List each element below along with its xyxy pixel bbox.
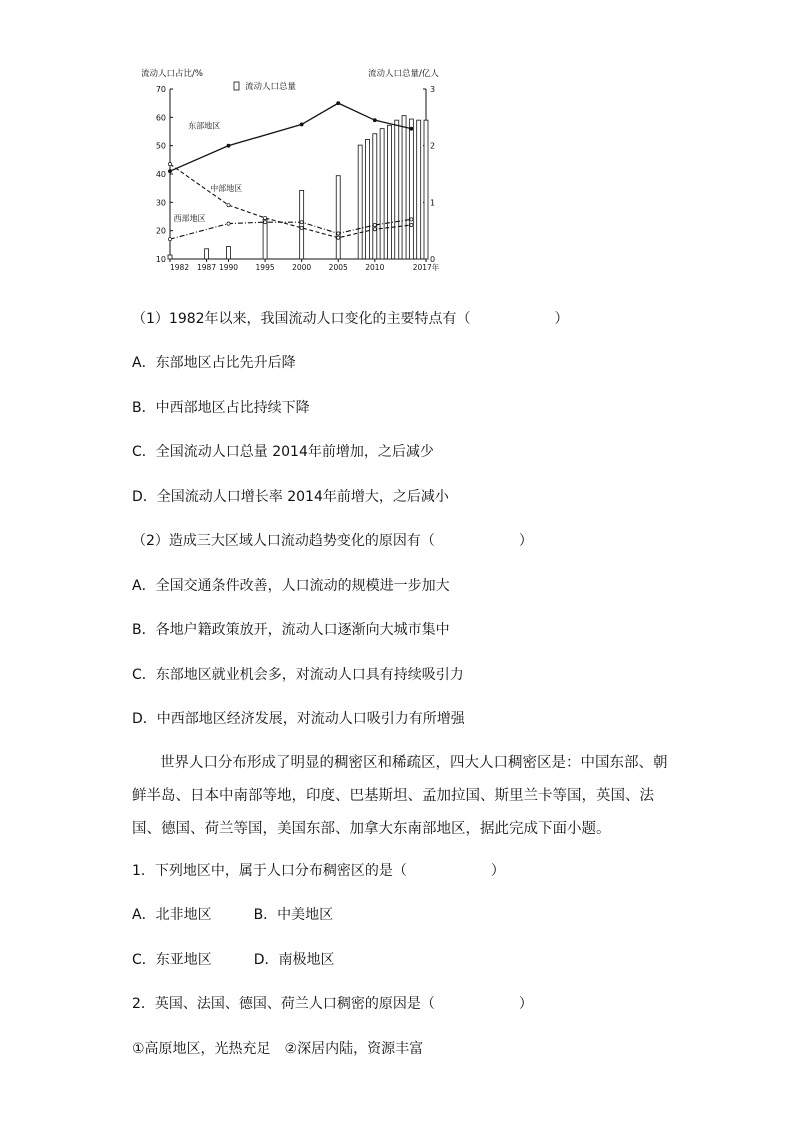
bar (380, 129, 384, 259)
bar (402, 116, 406, 259)
series-point (337, 232, 340, 235)
series-label: 东部地区 (188, 121, 221, 131)
q2-option-b: B．各地户籍政策放开，流动人口逐渐向大城市集中 (132, 622, 450, 638)
series-point (227, 204, 230, 207)
right-tick-label: 3 (430, 85, 436, 94)
n2-stem: 2．英国、法国、德国、荷兰人口稠密的原因是（ ） (132, 996, 533, 1012)
series-point (263, 216, 266, 219)
series-label: 西部地区 (173, 213, 206, 223)
x-tick-label: 2005 (328, 263, 348, 272)
bar (424, 120, 428, 259)
series-label: 中部地区 (210, 184, 243, 193)
left-tick-label: 50 (155, 141, 166, 151)
q2-stem: （2）造成三大区域人口流动趋势变化的原因有（ ） (132, 533, 533, 549)
x-tick-label: 2000 (292, 263, 312, 272)
q1-option-c: C．全国流动人口总量 2014年前增加，之后减少 (132, 444, 434, 460)
bar (395, 120, 399, 259)
x-tick-label: 1982 (170, 263, 190, 272)
left-tick-label: 40 (155, 170, 166, 179)
series-point (300, 221, 303, 224)
legend-swatch (234, 82, 239, 90)
series-point (168, 170, 171, 173)
passage: 世界人口分布形成了明显的稠密区和稀疏区，四大人口稠密区是：中国东部、朝鲜半岛、日本中南部等地，印度、巴基斯坦、孟加拉国、斯里兰卡等国，英国、法国、德国、荷兰等国，美国东部、加拿大东南部地区，据此完成下面小题。 (132, 755, 668, 837)
q2-option-c: C．东部地区就业机会多，对流动人口具有持续吸引力 (132, 667, 464, 683)
x-tick-label: 1987 (197, 263, 217, 272)
bar (168, 255, 172, 259)
right-axis-title: 流动人口总量/亿人 (368, 69, 439, 79)
left-tick-label: 10 (155, 255, 166, 264)
series-point (373, 223, 376, 226)
x-tick-label: 2017年 (412, 263, 440, 272)
x-tick-label: 2010 (365, 263, 385, 272)
series-point (300, 123, 303, 126)
bar (263, 219, 267, 259)
q2-option-a: A．全国交通条件改善，人口流动的规模进一步加大 (132, 578, 450, 594)
series-point (227, 144, 230, 147)
bar (300, 190, 304, 259)
q1-option-b: B．中西部地区占比持续下降 (132, 400, 310, 416)
right-tick-label: 1 (430, 198, 436, 208)
bar (227, 247, 231, 259)
x-tick-label: 1995 (255, 263, 275, 272)
series-point (168, 162, 171, 165)
series-point (263, 221, 266, 224)
n1-options-ab: A．北非地区 B．中美地区 (132, 907, 334, 923)
series-point (300, 226, 303, 229)
q1-stem: （1）1982年以来，我国流动人口变化的主要特点有（ ） (132, 311, 569, 327)
series-point (373, 119, 376, 122)
q2-option-d: D．中西部地区经济发展，对流动人口吸引力有所增强 (132, 711, 465, 727)
bar (336, 176, 340, 259)
series-point (337, 102, 340, 105)
series-point (168, 238, 171, 241)
left-tick-label: 60 (155, 113, 166, 123)
x-tick-label: 1990 (218, 263, 239, 272)
bar (365, 139, 369, 259)
left-tick-label: 70 (155, 85, 166, 94)
bar (417, 120, 421, 259)
bar (373, 134, 377, 259)
legend-label: 流动人口总量 (245, 82, 297, 92)
left-axis-title: 流动人口占比/% (141, 69, 203, 79)
left-tick-label: 30 (155, 198, 166, 208)
series-point (227, 222, 230, 225)
series-point (373, 228, 376, 231)
bar (409, 119, 413, 259)
series-point (337, 236, 340, 239)
left-tick-label: 20 (155, 226, 166, 236)
q1-option-d: D．全国流动人口增长率 2014年前增大，之后减小 (132, 489, 449, 505)
bar (387, 125, 391, 259)
series-point (410, 218, 413, 221)
q1-option-a: A．东部地区占比先升后降 (132, 355, 296, 371)
n2-options: ①高原地区，光热充足 ②深居内陆，资源丰富 (132, 1041, 424, 1057)
right-tick-label: 2 (430, 141, 436, 151)
population-flow-chart (130, 62, 440, 276)
series-point (410, 127, 413, 130)
right-tick-label: 0 (430, 255, 436, 264)
bar (205, 249, 209, 259)
series-point (410, 223, 413, 226)
bar (358, 145, 362, 259)
n1-options-cd: C．东亚地区 D．南极地区 (132, 952, 335, 968)
n1-stem: 1．下列地区中，属于人口分布稠密区的是（ ） (132, 863, 505, 879)
